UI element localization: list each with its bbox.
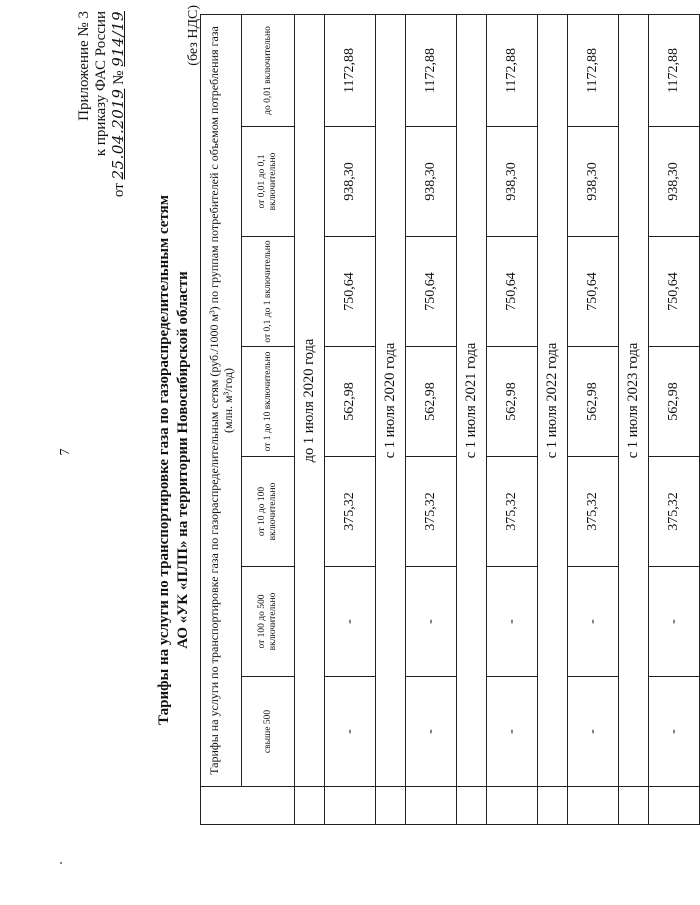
table-cell: 375,32 — [325, 457, 376, 567]
appendix-label: Приложение № 3 — [76, 11, 92, 121]
table-cell: - — [487, 567, 538, 677]
appendix-date-line — [110, 11, 128, 211]
table-cell: 562,98 — [406, 347, 457, 457]
table-cell: 750,64 — [487, 237, 538, 347]
vat-note: (без НДС) — [186, 5, 201, 66]
table-cell: 375,32 — [568, 457, 619, 567]
table-cell: 1172,88 — [325, 14, 376, 126]
column-header: до 0,01 включительно — [242, 14, 295, 126]
table-cell: 938,30 — [406, 127, 457, 237]
period-label: с 1 июля 2022 года — [538, 14, 568, 786]
blank-cell — [568, 787, 619, 825]
table-cell: - — [325, 567, 376, 677]
table-cell: 1172,88 — [568, 14, 619, 126]
table-main-header: Тарифы на услуги по транспортировке газа по газораспределительным сетям (руб./1000 м³) по группам потребителей с объемом потребления газа (млн. м³/год) — [201, 14, 242, 786]
blank-cell — [487, 787, 538, 825]
table-cell: 562,98 — [568, 347, 619, 457]
table-cell: 1172,88 — [487, 14, 538, 126]
appendix-number: 914/19 — [109, 11, 127, 67]
appendix-date: 25.04.2019 — [109, 88, 127, 180]
appendix-date-prefix: от — [111, 183, 127, 198]
table-cell: 375,32 — [406, 457, 457, 567]
table-cell: 938,30 — [568, 127, 619, 237]
column-header: от 1 до 10 включительно — [242, 347, 295, 457]
table-cell: 375,32 — [487, 457, 538, 567]
table-cell: 750,64 — [406, 237, 457, 347]
table-cell: 750,64 — [325, 237, 376, 347]
blank-cell — [649, 787, 700, 825]
table-cell: 1172,88 — [406, 14, 457, 126]
period-label: с 1 июля 2023 года — [619, 14, 649, 786]
table-cell: - — [406, 677, 457, 787]
table-cell: 375,32 — [649, 457, 700, 567]
blank-header-cell — [201, 787, 295, 825]
column-header: от 0,01 до 0,1 включительно — [242, 127, 295, 237]
table-cell: - — [406, 567, 457, 677]
table-cell: 750,64 — [649, 237, 700, 347]
blank-cell — [619, 787, 649, 825]
table-cell: 938,30 — [325, 127, 376, 237]
table-cell: - — [649, 677, 700, 787]
table-cell: - — [568, 567, 619, 677]
column-header: от 0,1 до 1 включительно — [242, 237, 295, 347]
blank-cell — [376, 787, 406, 825]
table-cell: 562,98 — [487, 347, 538, 457]
document-title — [155, 175, 193, 745]
table-cell: 562,98 — [649, 347, 700, 457]
column-header: от 100 до 500 включительно — [242, 567, 295, 677]
period-label: с 1 июля 2021 года — [457, 14, 487, 786]
table-cell: 750,64 — [568, 237, 619, 347]
blank-cell — [295, 787, 325, 825]
column-header: от 10 до 100 включительно — [242, 457, 295, 567]
blank-cell — [538, 787, 568, 825]
table-cell: 938,30 — [649, 127, 700, 237]
period-label: с 1 июля 2020 года — [376, 14, 406, 786]
table-cell: - — [487, 677, 538, 787]
tariff-table — [200, 14, 700, 825]
period-label: до 1 июля 2020 года — [295, 14, 325, 786]
blank-cell — [457, 787, 487, 825]
table-cell: 1172,88 — [649, 14, 700, 126]
table-cell: - — [325, 677, 376, 787]
appendix-order: к приказу ФАС России — [93, 11, 109, 157]
table-cell: - — [568, 677, 619, 787]
table-cell: - — [649, 567, 700, 677]
appendix-number-label: № — [111, 70, 127, 85]
table-cell: 938,30 — [487, 127, 538, 237]
title-line-1: Тарифы на услуги по транспортировке газа по газораспределительным сетям — [156, 195, 172, 725]
page-number: 7 — [58, 448, 73, 456]
appendix-block — [76, 11, 128, 211]
blank-cell — [325, 787, 376, 825]
title-line-2: АО «УК «ПЛП» на территории Новосибирской области — [175, 271, 191, 649]
column-header: свыше 500 — [242, 677, 295, 787]
blank-cell — [406, 787, 457, 825]
table-cell: 562,98 — [325, 347, 376, 457]
